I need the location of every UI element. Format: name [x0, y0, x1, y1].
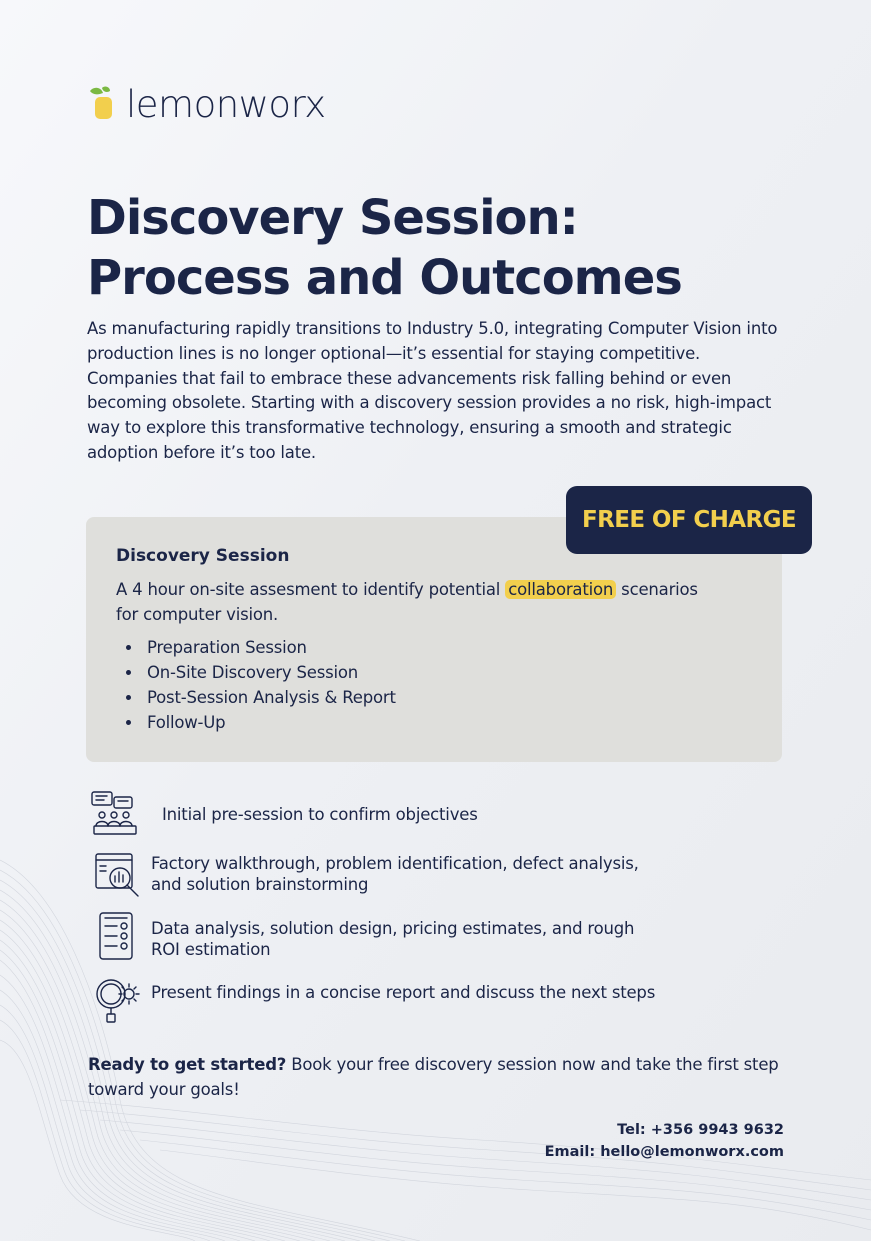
list-item: Preparation Session — [116, 635, 396, 660]
card-title: Discovery Session — [116, 546, 290, 566]
card-desc-after: scenarios for computer vision. — [116, 580, 698, 624]
contact-phone[interactable]: Tel: +356 9943 9632 — [617, 1122, 784, 1138]
session-phases-list — [116, 635, 396, 735]
contact-email[interactable]: Email: hello@lemonworx.com — [544, 1144, 784, 1160]
step-text: Data analysis, solution design, pricing estimates, and rough ROI estimation — [151, 919, 635, 959]
brand-name: lemonworx — [126, 82, 326, 126]
page-title — [87, 188, 807, 308]
list-item: Follow-Up — [116, 710, 396, 735]
gear-search-icon — [94, 976, 142, 1024]
lemon-logo-icon — [86, 86, 120, 122]
step-text: Initial pre-session to confirm objectives — [162, 805, 478, 824]
title-line-1: Discovery Session: — [87, 190, 578, 246]
brand-logo — [86, 84, 326, 124]
step-text: Factory walkthrough, problem identification, defect analysis, and solution brainstorming — [151, 854, 639, 894]
free-of-charge-badge — [566, 486, 812, 554]
badge-label: FREE OF CHARGE — [582, 507, 796, 533]
title-line-2: Process and Outcomes — [87, 250, 682, 306]
card-desc-before: A 4 hour on-site assesment to identify potential — [116, 580, 506, 599]
list-item: On-Site Discovery Session — [116, 660, 396, 685]
checklist-icon — [92, 912, 140, 960]
intro-paragraph: As manufacturing rapidly transitions to Industry 5.0, integrating Computer Vision into production lines is no longer optional—it’s essential for staying competitive. Companies that fail to embrace these advancements risk falling behind or even becoming obsolete. Starting with a discovery session provides a no risk, high-impact way to explore this transformative technology, ensuring a smooth and strategic adoption before it’s too late. — [87, 319, 778, 462]
meeting-icon — [90, 790, 138, 838]
cta-bold: Ready to get started? — [88, 1055, 287, 1074]
card-description — [116, 577, 716, 627]
card-desc-highlight: collaboration — [505, 580, 616, 599]
analysis-icon — [94, 852, 142, 900]
call-to-action — [88, 1052, 808, 1102]
step-text: Present findings in a concise report and discuss the next steps — [151, 983, 656, 1002]
contact-info — [545, 1119, 784, 1163]
list-item: Post-Session Analysis & Report — [116, 685, 396, 710]
cta-text: Book your free discovery session now and take the first step toward your goals! — [88, 1055, 779, 1099]
